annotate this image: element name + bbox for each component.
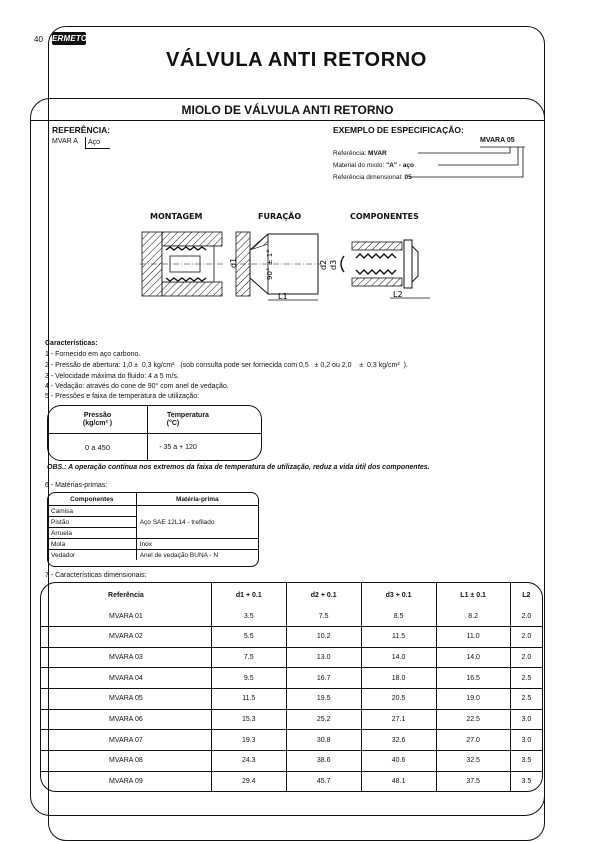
table-cell: 13.0 [286,647,361,668]
dim-col-d2: d2 + 0.1 [286,583,361,607]
caracteristica-2: 2 - Pressão de abertura: 1,0 ± 0,3 kg/cm² (sob consulta pode ser fornecida com 0,5 ± 0,2 ou 2,0 ± 0,3 kg/cm² ). [45,362,408,369]
table-cell: 2.5 [510,668,542,689]
exemplo-line-2: Material do miolo: "A" - aço [333,162,414,169]
dim-col-referencia: Referência [41,583,211,607]
table-cell: 27.0 [436,730,510,751]
furacao-drawing [229,232,338,301]
table-cell: 5.5 [211,627,286,648]
table-cell: 10.2 [286,627,361,648]
table-cell: 19.0 [436,689,510,710]
materias-row-vedador: Vedador [48,550,136,561]
temperatura-header: Temperatura [167,412,209,419]
referencia-underline [85,148,110,149]
table-row [41,647,542,668]
caracteristica-5: 5 - Pressões e faixa de temperatura de utilização: [45,393,200,400]
brand-logo: ERMETO [52,34,88,43]
table-cell: 8.2 [436,607,510,627]
pressao-table [47,405,262,461]
table-row [41,668,542,689]
caracteristicas-heading: Características: [45,340,98,347]
table-cell: 16.5 [436,668,510,689]
caracteristica-3: 3 - Velocidade máxima do fluido: 4 a 5 m/s. [45,373,179,380]
table-row [41,709,542,730]
table-cell: 19.5 [286,689,361,710]
table-cell: 3.5 [211,607,286,627]
pressao-header: Pressão [83,412,112,419]
dim-angle: 90° ± 1° [266,249,274,280]
pressao-value: 0 a 450 [84,443,111,452]
temperatura-value: - 35 a + 120 [159,444,197,451]
table-cell: MVARA 08 [41,751,211,772]
label-montagem: MONTAGEM [150,212,203,221]
table-cell: 19.3 [211,730,286,751]
referencia-code: MVAR A [52,138,78,145]
dim-l1: L1 [278,292,288,301]
section-title: MIOLO DE VÁLVULA ANTI RETORNO [181,103,394,117]
table-cell: 14.0 [361,647,436,668]
table-cell: 18.0 [361,668,436,689]
table-row [41,771,542,791]
materias-table [47,492,259,567]
table-cell: MVARA 06 [41,709,211,730]
materias-mat-main: Aço SAE 12L14 - trefilado [136,506,258,539]
dim-l2: L2 [393,290,403,299]
dim-col-d1: d1 + 0.1 [211,583,286,607]
dim-d1: d1 [229,257,238,268]
table-cell: 2.0 [510,607,542,627]
table-cell: 3.0 [510,709,542,730]
table-cell: MVARA 02 [41,627,211,648]
table-row [41,730,542,751]
temperatura-unit: (°C) [166,420,180,427]
materias-row-mola: Mola [48,539,136,550]
table-cell: 16.7 [286,668,361,689]
dim-col-d3: d3 + 0.1 [361,583,436,607]
table-cell: MVARA 07 [41,730,211,751]
table-cell: 32.5 [436,751,510,772]
table-cell: MVARA 01 [41,607,211,627]
materias-col-materia: Matéria-prima [136,493,258,506]
table-cell: 30.8 [286,730,361,751]
table-cell: MVARA 09 [41,771,211,791]
table-cell: 38.6 [286,751,361,772]
table-cell: 40.6 [361,751,436,772]
table-cell: 3.0 [510,730,542,751]
table-cell: MVARA 03 [41,647,211,668]
label-furacao: FURAÇÃO [258,212,302,221]
exemplo-leader-lines [330,144,530,184]
table-cell: 9.5 [211,668,286,689]
table-cell: 45.7 [286,771,361,791]
page-title: VÁLVULA ANTI RETORNO [166,49,427,71]
table-cell: 48.1 [361,771,436,791]
table-cell: 37.5 [436,771,510,791]
table-cell: 11.5 [211,689,286,710]
table-cell: 11.0 [436,627,510,648]
table-cell: MVARA 04 [41,668,211,689]
table-cell: 24.3 [211,751,286,772]
table-cell: 25.2 [286,709,361,730]
dim-col-l1: L1 ± 0.1 [436,583,510,607]
dimensional-heading: 7 - Características dimensionais: [45,572,147,579]
obs-note: OBS.: A operação contínua nos extremos da faixa de temperatura de utilização, reduz a vida útil dos componentes. [47,464,430,471]
page-number: 40 [34,35,43,44]
table-cell: MVARA 05 [41,689,211,710]
referencia-material: Aço [88,139,101,146]
dimensional-table [40,582,543,792]
table-cell: 29.4 [211,771,286,791]
exemplo-line-1: Referência: MVAR [333,150,387,157]
pressao-unit: (kg/cm² ) [82,420,113,427]
materias-mat-vedador: Anel de vedação BUNA - N [136,550,258,561]
table-cell: 3.5 [510,751,542,772]
table-row [41,689,542,710]
table-cell: 8.5 [361,607,436,627]
caracteristica-4: 4 - Vedação: através do cone de 90° com anel de vedação. [45,383,229,390]
table-cell: 7.5 [286,607,361,627]
table-cell: 7.5 [211,647,286,668]
technical-drawing [140,220,440,308]
table-cell: 11.5 [361,627,436,648]
table-cell: 32.6 [361,730,436,751]
table-cell: 2.0 [510,647,542,668]
table-cell: 27.1 [361,709,436,730]
exemplo-code: MVARA 05 [480,137,515,144]
table-cell: 15.3 [211,709,286,730]
table-cell: 14.0 [436,647,510,668]
referencia-heading: REFERÊNCIA: [52,125,111,135]
caracteristica-1: 1 - Fornecido em aço carbono. [45,351,141,358]
materias-row-arruela: Arruela [48,528,136,539]
componentes-drawing [341,240,430,299]
table-cell: 3.5 [510,771,542,791]
table-cell: 20.5 [361,689,436,710]
exemplo-line-3: Referência dimensional: 05 [333,174,412,181]
materias-mat-mola: Inox [136,539,258,550]
divider [30,120,545,121]
table-cell: 2.0 [510,627,542,648]
table-cell: 22.5 [436,709,510,730]
materias-col-componentes: Componentes [48,493,136,506]
pressao-hdivider [48,433,261,434]
materias-row-camisa: Camisa [48,506,136,517]
label-componentes: COMPONENTES [350,212,419,221]
materias-heading: 6 - Matérias-primas: [45,482,108,489]
table-row [41,751,542,772]
dim-col-l2: L2 [510,583,542,607]
exemplo-heading: EXEMPLO DE ESPECIFICAÇÃO: [333,125,464,135]
montagem-drawing [140,232,225,296]
table-row [41,627,542,648]
dim-d3: d3 [329,259,338,270]
table-row [41,607,542,627]
materias-row-pistao: Pistão [48,517,136,528]
table-cell: 2.5 [510,689,542,710]
dim-d2: d2 [319,259,328,270]
